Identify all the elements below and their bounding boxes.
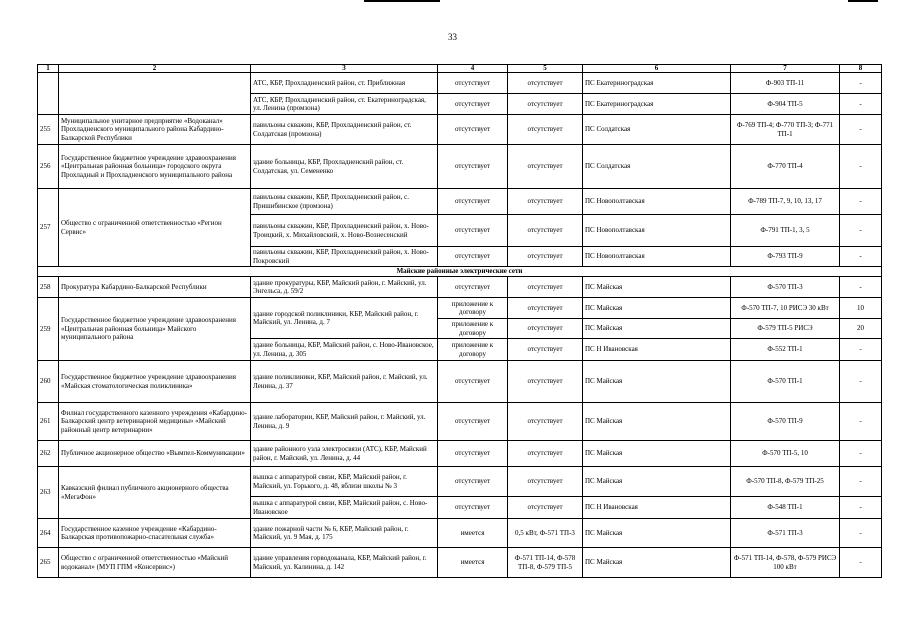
power-cell: - [840,115,882,145]
row-number: 257 [38,189,59,267]
power-cell: 10 [840,298,882,319]
table-row [38,548,882,578]
organization-cell: Прокуратура Кабардино-Балкарской Республики [59,277,251,298]
feeder-cell: Ф-791 ТП-1, 3, 5 [731,215,840,247]
organization-cell: Государственное казенное учреждение «Кабардино-Балкарская противопожарно-спасательная служба» [59,519,251,548]
table-row [38,361,882,403]
organization-cell: Общество с ограниченной ответственностью «Регион Сервис» [59,189,251,267]
backup-source-cell: отсутствует [438,215,508,247]
autonomous-source-cell: отсутствует [508,189,583,215]
backup-source-cell: отсутствует [438,441,508,467]
organization-cell: Общество с ограниченной ответственностью «Майский водоканал» (МУП ГПМ «Консервис») [59,548,251,578]
row-number: 255 [38,115,59,145]
document-table [37,64,882,578]
autonomous-source-cell: отсутствует [508,94,583,115]
row-number: 261 [38,403,59,441]
feeder-cell: Ф-904 ТП-5 [731,94,840,115]
column-number: 1 [38,65,59,73]
backup-source-cell: имеется [438,519,508,548]
feeder-cell: Ф-570 ТП-8, Ф-579 ТП-25 [731,467,840,497]
power-cell: - [840,215,882,247]
autonomous-source-cell: отсутствует [508,361,583,403]
backup-source-cell: отсутствует [438,467,508,497]
autonomous-source-cell: отсутствует [508,497,583,519]
autonomous-source-cell: отсутствует [508,277,583,298]
object-cell: здание управления горводоканала, КБР, Майский район, г. Майский, ул. Калинина, д. 142 [251,548,438,578]
power-cell: - [840,277,882,298]
substation-cell: ПС Солдатская [583,145,731,189]
object-cell: здание районного узла электросвязи (АТС), КБР, Майский район, г. Майский, ул. Ленина, д. 44 [251,441,438,467]
autonomous-source-cell: отсутствует [508,145,583,189]
power-cell: - [840,247,882,267]
substation-cell: ПС Солдатская [583,115,731,145]
power-cell: - [840,145,882,189]
backup-source-cell: отсутствует [438,189,508,215]
substation-cell: ПС Майская [583,298,731,319]
object-cell: АТС, КБР, Прохладненский район, ст. Екатериноградская, ул. Ленина (промзона) [251,94,438,115]
feeder-cell: Ф-769 ТП-4; Ф-770 ТП-3; Ф-771 ТП-1 [731,115,840,145]
table-row [38,403,882,441]
backup-source-cell: отсутствует [438,403,508,441]
autonomous-source-cell: отсутствует [508,319,583,339]
table-row [38,115,882,145]
backup-source-cell: отсутствует [438,94,508,115]
organization-cell: Филиал государственного казенного учреждения «Кабардино-Балкарский центр ветеринарной медицины» «Майский районный центр ветеринарии» [59,403,251,441]
power-cell: - [840,361,882,403]
autonomous-source-cell: Ф-571 ТП-14, Ф-578 ТП-8, Ф-579 ТП-5 [508,548,583,578]
organization-cell: Государственное бюджетное учреждение здравоохранения «Центральная районная больница» Майского муниципального района [59,298,251,361]
top-rule-left [364,0,440,2]
power-cell: - [840,497,882,519]
object-cell: здание городской поликлиники, КБР, Майский район, г. Майский, ул. Ленина, д. 7 [251,298,438,339]
object-cell: здание поликлиники, КБР, Майский район, г. Майский, ул. Ленина, д. 37 [251,361,438,403]
power-cell: - [840,441,882,467]
substation-cell: ПС Н Ивановская [583,339,731,361]
backup-source-cell: отсутствует [438,497,508,519]
power-cell: 20 [840,319,882,339]
backup-source-cell: отсутствует [438,361,508,403]
table-row [38,467,882,497]
substation-cell: ПС Новополтавская [583,215,731,247]
object-cell: павильоны скважин, КБР, Прохладненский район, х. Ново-Покровский [251,247,438,267]
column-numbers-row [38,65,882,73]
feeder-cell: Ф-793 ТП-9 [731,247,840,267]
object-cell: павильоны скважин, КБР, Прохладненский район, с. Пришибинское (промзона) [251,189,438,215]
substation-cell: ПС Майская [583,361,731,403]
table-row [38,277,882,298]
substation-cell: ПС Екатериноградская [583,73,731,94]
row-number: 262 [38,441,59,467]
table-row [38,519,882,548]
object-cell: АТС, КБР, Прохладненский район, ст. Приближная [251,73,438,94]
object-cell: здание больницы, КБР, Прохладненский район, ст. Солдатская, ул. Семененко [251,145,438,189]
power-cell: - [840,548,882,578]
power-cell: - [840,73,882,94]
substation-cell: ПС Н Ивановская [583,497,731,519]
object-cell: вышка с аппаратурой связи, КБР, Майский район, с. Ново-Ивановское [251,497,438,519]
row-number [38,73,59,115]
backup-source-cell: приложение к договору [438,298,508,319]
autonomous-source-cell: отсутствует [508,73,583,94]
substation-cell: ПС Майская [583,441,731,467]
feeder-cell: Ф-903 ТП-11 [731,73,840,94]
substation-cell: ПС Екатериноградская [583,94,731,115]
backup-source-cell: отсутствует [438,115,508,145]
substation-cell: ПС Майская [583,467,731,497]
backup-source-cell: отсутствует [438,247,508,267]
object-cell: здание больницы, КБР, Майский район, с. Ново-Ивановское, ул. Ленина, д. 305 [251,339,438,361]
substation-cell: ПС Майская [583,548,731,578]
section-row [38,267,882,277]
column-number: 3 [251,65,438,73]
object-cell: павильоны скважин, КБР, Прохладненский район, х. Ново-Троицкий, х. Михайловский, х. Ново-Вознесенский [251,215,438,247]
page-number: 33 [448,32,457,42]
feeder-cell: Ф-570 ТП-1 [731,361,840,403]
feeder-cell: Ф-548 ТП-1 [731,497,840,519]
feeder-cell: Ф-570 ТП-3 [731,277,840,298]
feeder-cell: Ф-570 ТП-5, 10 [731,441,840,467]
row-number: 260 [38,361,59,403]
object-cell: здание пожарной части № 6, КБР, Майский район, г. Майский, ул. 9 Мая, д. 175 [251,519,438,548]
autonomous-source-cell: отсутствует [508,215,583,247]
object-cell: павильоны скважин, КБР, Прохладненский район, ст. Солдатская (промзона) [251,115,438,145]
organization-cell: Государственное бюджетное учреждение здравоохранения «Центральная районная больница» городского округа Прохладный и Прохладненского муниципального района [59,145,251,189]
row-number: 256 [38,145,59,189]
power-cell: - [840,403,882,441]
power-cell: - [840,467,882,497]
table-row [38,73,882,94]
organization-cell: Государственное бюджетное учреждение здравоохранения «Майская стоматологическая поликлиника» [59,361,251,403]
table-row [38,441,882,467]
section-title: Майские районные электрические сети [38,267,882,277]
substation-cell: ПС Майская [583,403,731,441]
autonomous-source-cell: отсутствует [508,467,583,497]
column-number: 5 [508,65,583,73]
feeder-cell: Ф-770 ТП-4 [731,145,840,189]
backup-source-cell: отсутствует [438,145,508,189]
substation-cell: ПС Майская [583,277,731,298]
autonomous-source-cell: отсутствует [508,298,583,319]
column-number: 6 [583,65,731,73]
organization-cell: Публичное акционерное общество «Вымпел-Коммуникации» [59,441,251,467]
organization-cell [59,73,251,115]
organization-cell: Кавказский филиал публичного акционерного общества «МегаФон» [59,467,251,519]
feeder-cell: Ф-571 ТП-3 [731,519,840,548]
column-number: 8 [840,65,882,73]
object-cell: здание прокуратуры, КБР, Майский район, г. Майский, ул. Энгельса, д. 59/2 [251,277,438,298]
backup-source-cell: приложение к договору [438,339,508,361]
substation-cell: ПС Майская [583,519,731,548]
row-number: 264 [38,519,59,548]
autonomous-source-cell: отсутствует [508,339,583,361]
table-row [38,145,882,189]
backup-source-cell: имеется [438,548,508,578]
power-cell: - [840,519,882,548]
autonomous-source-cell: отсутствует [508,441,583,467]
power-cell: - [840,94,882,115]
row-number: 265 [38,548,59,578]
column-number: 2 [59,65,251,73]
autonomous-source-cell: отсутствует [508,247,583,267]
power-cell: - [840,189,882,215]
feeder-cell: Ф-570 ТП-7, 10 РИСЭ 30 кВт [731,298,840,319]
substation-cell: ПС Новополтавская [583,189,731,215]
feeder-cell: Ф-570 ТП-9 [731,403,840,441]
feeder-cell: Ф-552 ТП-1 [731,339,840,361]
backup-source-cell: отсутствует [438,277,508,298]
feeder-cell: Ф-571 ТП-14, Ф-578, Ф-579 РИСЭ 100 кВт [731,548,840,578]
substation-cell: ПС Новополтавская [583,247,731,267]
object-cell: вышка с аппаратурой связи, КБР, Майский район, г. Майский, ул. Горького, д. 48, вблизи школы № 3 [251,467,438,497]
top-rule-right [848,0,878,2]
backup-source-cell: отсутствует [438,73,508,94]
table-row [38,298,882,319]
power-cell: - [840,339,882,361]
column-number: 7 [731,65,840,73]
autonomous-source-cell: 0,5 кВт, Ф-571 ТП-3 [508,519,583,548]
organization-cell: Муниципальное унитарное предприятие «Водоканал» Прохладненского муниципального района Кабардино-Балкарской Республики [59,115,251,145]
autonomous-source-cell: отсутствует [508,115,583,145]
row-number: 259 [38,298,59,361]
autonomous-source-cell: отсутствует [508,403,583,441]
object-cell: здание лаборатории, КБР, Майский район, г. Майский, ул. Ленина, д. 9 [251,403,438,441]
backup-source-cell: приложение к договору [438,319,508,339]
row-number: 263 [38,467,59,519]
row-number: 258 [38,277,59,298]
column-number: 4 [438,65,508,73]
table-row [38,189,882,215]
substation-cell: ПС Майская [583,319,731,339]
feeder-cell: Ф-789 ТП-7, 9, 10, 13, 17 [731,189,840,215]
feeder-cell: Ф-579 ТП-5 РИСЭ [731,319,840,339]
